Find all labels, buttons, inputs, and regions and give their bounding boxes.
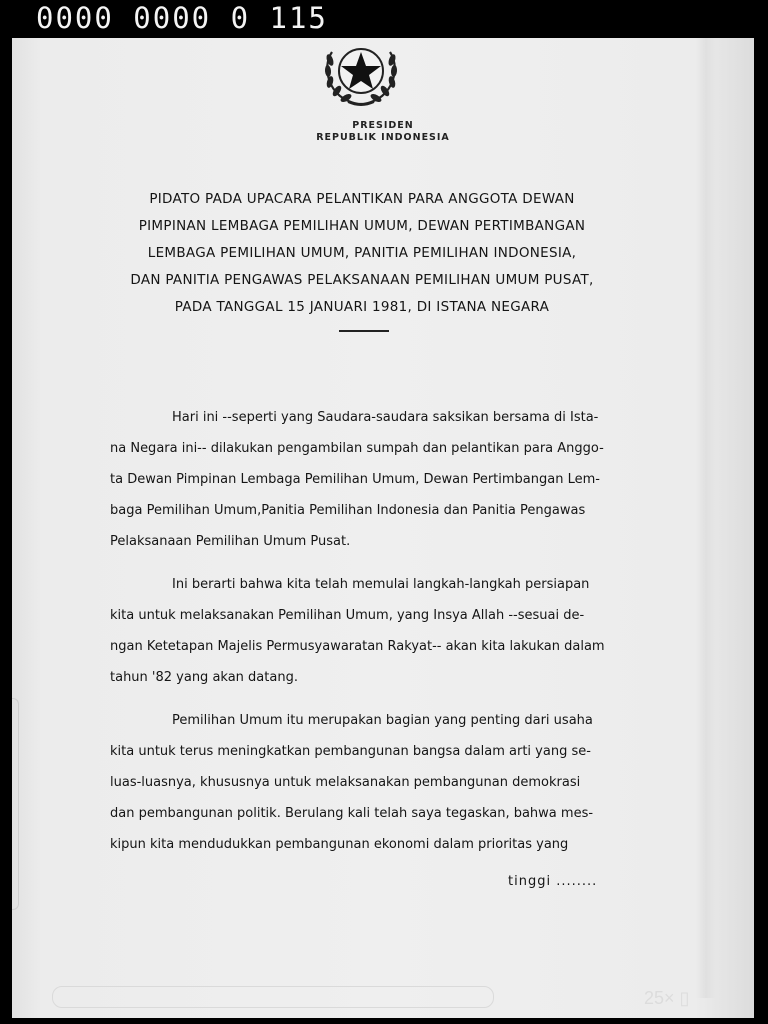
- text-line: dan pembangunan politik. Berulang kali telah saya tegaskan, bahwa mes-: [110, 806, 594, 821]
- page-fold-shadow: [696, 38, 716, 998]
- speech-title: [72, 186, 652, 321]
- film-frame-code: 0000 0000 0 115: [36, 1, 328, 35]
- title-line: PADA TANGGAL 15 JANUARI 1981, DI ISTANA NEGARA: [174, 299, 550, 315]
- page-edge-tab: [12, 698, 19, 910]
- title-line: PIMPINAN LEMBAGA PEMILIHAN UMUM, DEWAN PERTIMBANGAN: [138, 218, 586, 234]
- text-line: ngan Ketetapan Majelis Permusyawaratan Rakyat-- akan kita lakukan dalam: [110, 639, 605, 654]
- title-line: PIDATO PADA UPACARA PELANTIKAN PARA ANGGOTA DEWAN: [149, 191, 575, 207]
- page-continuation: tinggi ........: [508, 874, 598, 889]
- title-line: DAN PANITIA PENGAWAS PELAKSANAAN PEMILIHAN UMUM PUSAT,: [130, 272, 594, 288]
- text-line: luas-luasnya, khususnya untuk melaksanakan pembangunan demokrasi: [110, 775, 581, 790]
- text-line: Ini berarti bahwa kita telah memulai langkah-langkah persiapan: [172, 577, 590, 592]
- text-line: Pelaksanaan Pemilihan Umum Pusat.: [110, 534, 351, 549]
- text-line: na Negara ini-- dilakukan pengambilan sumpah dan pelantikan para Anggo-: [110, 441, 604, 456]
- star-emblem-icon: [318, 38, 404, 110]
- paragraph-3: [110, 705, 640, 860]
- letterhead-line-2: REPUBLIK INDONESIA: [316, 132, 450, 143]
- text-line: baga Pemilihan Umum,Panitia Pemilihan Indonesia dan Panitia Pengawas: [110, 503, 586, 518]
- text-line: kita untuk terus meningkatkan pembangunan bangsa dalam arti yang se-: [110, 744, 591, 759]
- margin-mark: 25× ▯: [644, 988, 690, 1008]
- document-page: [12, 38, 754, 1018]
- page-bottom-mark: [52, 986, 494, 1008]
- text-line: kipun kita mendudukkan pembangunan ekonomi dalam prioritas yang: [110, 837, 569, 852]
- paragraph-1: [110, 402, 640, 557]
- text-line: Hari ini --seperti yang Saudara-saudara saksikan bersama di Ista-: [172, 410, 599, 425]
- letterhead-line-1: PRESIDEN: [352, 120, 414, 131]
- paragraph-2: [110, 569, 640, 693]
- text-line: Pemilihan Umum itu merupakan bagian yang penting dari usaha: [172, 713, 593, 728]
- text-line: kita untuk melaksanakan Pemilihan Umum, yang Insya Allah --sesuai de-: [110, 608, 585, 623]
- title-line: LEMBAGA PEMILIHAN UMUM, PANITIA PEMILIHAN INDONESIA,: [147, 245, 577, 261]
- title-underline: [339, 330, 389, 332]
- text-line: tahun '82 yang akan datang.: [110, 670, 298, 685]
- text-line: ta Dewan Pimpinan Lembaga Pemilihan Umum, Dewan Pertimbangan Lem-: [110, 472, 600, 487]
